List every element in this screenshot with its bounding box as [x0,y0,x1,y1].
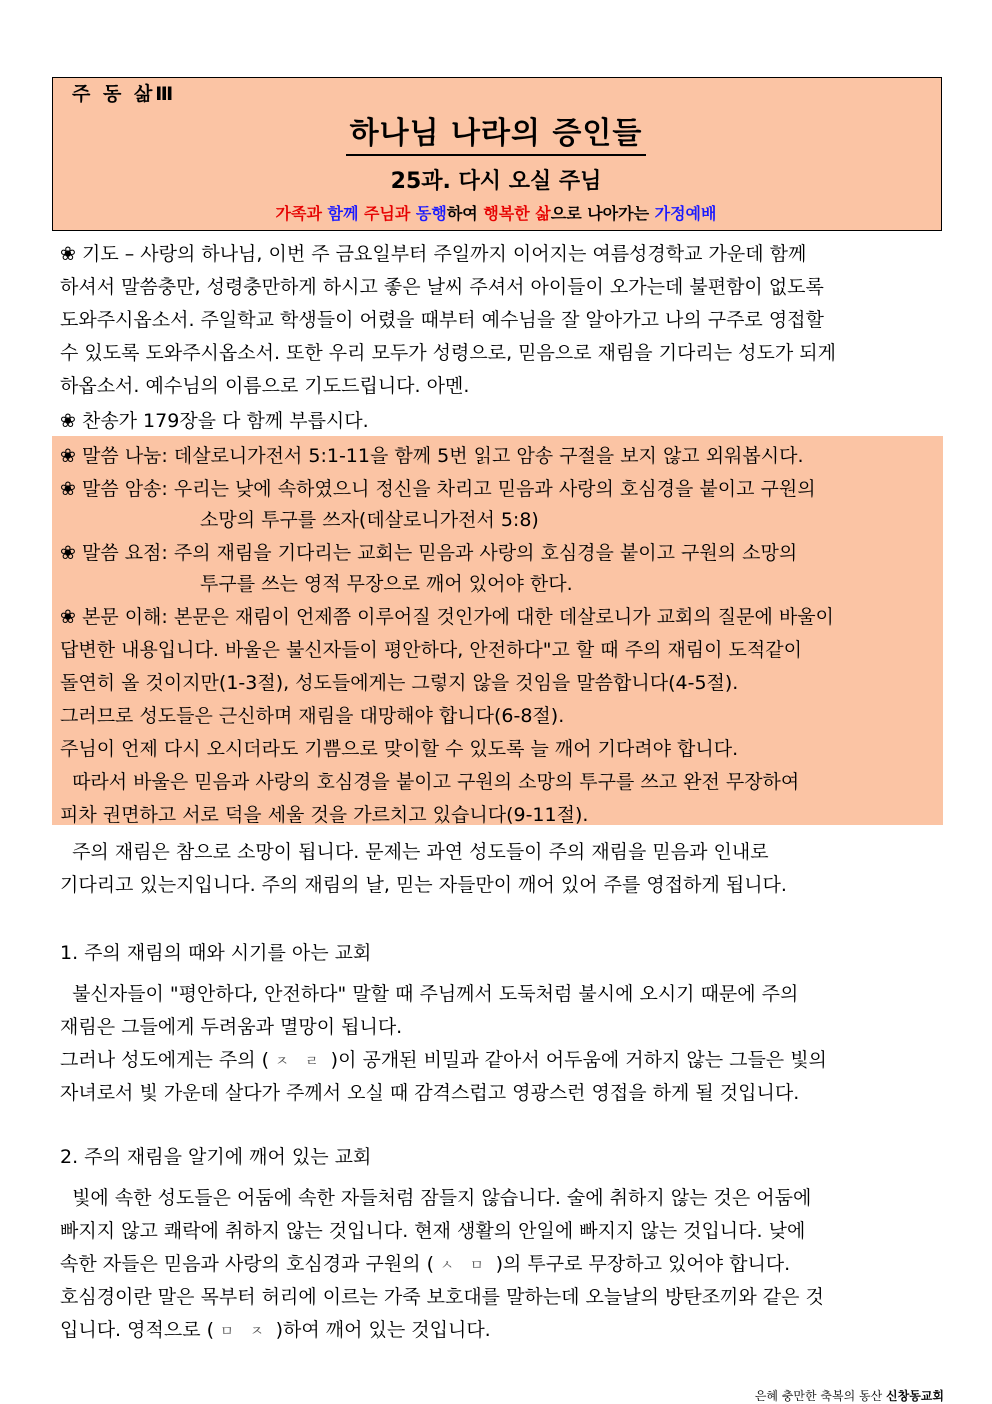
footer-slogan: 은혜 충만한 축복의 동산 [754,1389,887,1403]
section-2-title: 2. 주의 재림을 알기에 깨어 있는 교회 [60,1146,372,1168]
word-summary: ❀ 말씀 요점: 주의 재림을 기다리는 교회는 믿음과 사랑의 호심경을 붙이고 구원의 소망의 [60,542,798,564]
prayer-line: ❀ 기도 – 사랑의 하나님, 이번 주 금요일부터 주일까지 이어지는 여름성경학교 가운데 함께 [60,243,807,265]
prayer-line: 도와주시옵소서. 주일학교 학생들이 어렸을 때부터 예수님을 잘 알아가고 나의 구주로 영접할 [60,309,824,331]
prayer-line: 하셔서 말씀충만, 성령충만하게 하시고 좋은 날씨 주셔서 아이들이 오가는데 불편함이 없도록 [60,276,824,298]
section-1-line: 재림은 그들에게 두려움과 멸망이 됩니다. [60,1016,403,1038]
motto: 가족과 함께 주님과 동행하여 행복한 삶으로 나아가는 가정예배 [275,204,717,223]
fill-blank-3: ㅁ ㅈ [220,1324,270,1340]
section-2-line: 호심경이란 말은 목부터 허리에 이르는 가죽 보호대를 말하는데 오늘날의 방탄조끼와 같은 것 [60,1286,824,1308]
section-2-line: 빠지지 않고 쾌락에 취하지 않는 것입니다. 현재 생활의 안일에 빠지지 않는 것입니다. 낮에 [60,1220,806,1242]
fill-blank-2: ㅅ ㅁ [440,1258,490,1274]
section-2-line: 속한 자들은 믿음과 사랑의 호심경과 구원의 ( ㅅ ㅁ )의 투구로 무장하고 있어야 합니다. [60,1253,791,1275]
footer [755,1387,944,1404]
word-memory-cont: 소망의 투구를 쓰자(데살로니가전서 5:8) [200,509,539,531]
intro-line: 기다리고 있는지입니다. 주의 재림의 날, 믿는 자들만이 깨어 있어 주를 영접하게 됩니다. [60,874,787,896]
hymn-line: ❀ 찬송가 179장을 다 함께 부릅시다. [60,410,369,432]
intro-line: 주의 재림은 참으로 소망이 됩니다. 문제는 과연 성도들이 주의 재림을 믿음과 인내로 [60,841,769,863]
understanding-line: 답변한 내용입니다. 바울은 불신자들이 평안하다, 안전하다"고 할 때 주의 재림이 도적같이 [60,639,802,661]
understanding-line: 주님이 언제 다시 오시더라도 기쁨으로 맞이할 수 있도록 늘 깨어 기다려야 합니다. [60,738,739,760]
fill-blank-1: ㅈ ㄹ [275,1054,325,1070]
church-name: 신창동교회 [886,1389,944,1403]
page-title: 하나님 나라의 증인들 [0,108,992,156]
understanding-line: 따라서 바울은 믿음과 사랑의 호심경을 붙이고 구원의 소망의 투구를 쓰고 완전 무장하여 [60,771,800,793]
understanding-line: 그러므로 성도들은 근신하며 재림을 대망해야 합니다(6-8절). [60,705,565,727]
section-2-line: 빛에 속한 성도들은 어둠에 속한 자들처럼 잠들지 않습니다. 술에 취하지 않는 것은 어둠에 [60,1187,812,1209]
understanding-line: 돌연히 올 것이지만(1-3절), 성도들에게는 그렇지 않을 것임을 말씀합니다(4-5절). [60,672,739,694]
section-2-line: 입니다. 영적으로 ( ㅁ ㅈ )하여 깨어 있는 것입니다. [60,1319,491,1341]
word-summary-cont: 투구를 쓰는 영적 무장으로 깨어 있어야 한다. [200,573,573,595]
understanding-line: ❀ 본문 이해: 본문은 재림이 언제쯤 이루어질 것인가에 대한 데살로니가 교회의 질문에 바울이 [60,606,834,628]
section-1-line: 그러나 성도에게는 주의 ( ㅈ ㄹ )이 공개된 비밀과 같아서 어두움에 거하지 않는 그들은 빛의 [60,1049,827,1071]
word-memory: ❀ 말씀 암송: 우리는 낮에 속하였으니 정신을 차리고 믿음과 사랑의 호심경을 붙이고 구원의 [60,478,816,500]
section-1-line: 불신자들이 "평안하다, 안전하다" 말할 때 주님께서 도둑처럼 불시에 오시기 때문에 주의 [60,983,799,1005]
word-sharing: ❀ 말씀 나눔: 데살로니가전서 5:1-11을 함께 5번 읽고 암송 구절을 보지 않고 외워봅시다. [60,445,804,467]
prayer-line: 하옵소서. 예수님의 이름으로 기도드립니다. 아멘. [60,375,470,397]
series-label: 주 동 삶Ⅲ [72,83,177,105]
lesson-title: 25과. 다시 오실 주님 [390,169,602,194]
prayer-line: 수 있도록 도와주시옵소서. 또한 우리 모두가 성령으로, 믿음으로 재림을 기다리는 성도가 되게 [60,342,836,364]
section-1-line: 자녀로서 빛 가운데 살다가 주께서 오실 때 감격스럽고 영광스런 영접을 하게 될 것입니다. [60,1082,800,1104]
understanding-line: 피차 권면하고 서로 덕을 세울 것을 가르치고 있습니다(9-11절). [60,804,589,826]
section-1-title: 1. 주의 재림의 때와 시기를 아는 교회 [60,942,372,964]
